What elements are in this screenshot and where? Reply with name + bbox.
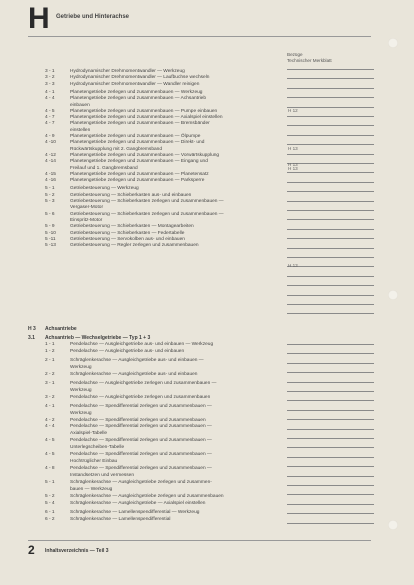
toc-entry-number: 1 - 1	[45, 342, 55, 347]
remarks-line	[287, 135, 374, 136]
remarks-line	[287, 210, 374, 211]
remarks-line	[287, 304, 374, 305]
toc-entry-title: Planetengetriebe zerlegen und zusammenbauen — Eingang und	[70, 159, 208, 165]
section-number: H 3	[28, 326, 36, 332]
remarks-line	[287, 494, 374, 495]
toc-entry-number: 4 - 9	[45, 134, 55, 139]
toc-entry-number: 2 - 1	[45, 357, 55, 363]
remarks-line	[287, 88, 374, 89]
remarks-line	[287, 382, 374, 383]
toc-entry-number: 3 - 2	[45, 394, 55, 400]
section-letter: H	[28, 2, 50, 35]
toc-entry-title: bauen — Werkzeug	[70, 487, 113, 492]
toc-entry-title: Schräglenkerachse — Ausgleichgetriebe aus- und einbauen	[70, 371, 198, 377]
toc-entry-number: 4 - 5	[45, 438, 55, 444]
remarks-line	[287, 457, 374, 458]
toc-entry-title: Hydrodynamischer Drehmomentwandler — Laufbuchse wechseln	[70, 75, 210, 81]
remarks-line	[287, 513, 374, 514]
remarks-line	[287, 429, 374, 430]
toc-entry-title: Pendelachse — Ausgleichgetriebe zerlegen und zusammenbauen	[70, 394, 211, 400]
remarks-line	[287, 69, 374, 70]
subsection-title: Achsantrieb — Wechselgetriebe — Typ 1 + 3	[45, 335, 151, 341]
toc-entry-number: 4 - 1	[45, 403, 55, 409]
remarks-line	[287, 313, 374, 314]
toc-entry-number: 4 -15	[45, 171, 56, 177]
toc-entry-title: Axialspiel-Tabelle	[70, 431, 108, 437]
toc-entry-number: 3 - 1	[45, 69, 55, 74]
toc-entry-title: Getriebesteuerung — Werkzeug	[70, 186, 139, 192]
footer-divider	[28, 540, 371, 541]
toc-entry-title: Getriebesteuerung — Schieberkasten aus- und einbauen	[70, 192, 192, 198]
remarks-line	[287, 295, 374, 296]
toc-entry-number: 5 - 6	[45, 211, 55, 217]
toc-entry-number: 4 - 4	[45, 424, 55, 430]
toc-entry-title: Schräglenkerachse — Lamellenspendifferential — Werkzeug	[70, 509, 200, 515]
toc-entry-number: 4 -16	[45, 178, 56, 184]
remarks-line	[287, 523, 374, 524]
remarks-code: H 12	[288, 108, 298, 113]
toc-entry-number: 4 - 7	[45, 121, 55, 127]
remarks-line	[287, 229, 374, 230]
remarks-code: H 13	[288, 162, 298, 167]
toc-entry-title: Planetengetriebe zerlegen und zusammenbauen — Direkt- und	[70, 140, 205, 146]
remarks-line	[287, 257, 374, 258]
remarks-line	[287, 353, 374, 354]
remarks-line	[287, 97, 374, 98]
remarks-line	[287, 285, 374, 286]
subsection-number: 3.1	[28, 335, 35, 341]
toc-entry-title: Werkzeug	[70, 364, 92, 370]
remarks-line	[287, 248, 374, 249]
remarks-line	[287, 419, 374, 420]
toc-entry-title: Werkzeug	[70, 410, 92, 416]
page-number: 2	[28, 543, 35, 557]
toc-entry-title: Werkzeug	[70, 387, 92, 393]
header-divider	[28, 36, 371, 37]
toc-entry-number: 5 - 2	[45, 192, 55, 198]
binder-hole	[388, 38, 398, 48]
toc-entry-title: Planetengetriebe zerlegen und zusammenbauen — Parksperre	[70, 178, 205, 184]
remarks-line	[287, 144, 374, 145]
toc-entry-title: Planetengetriebe zerlegen und zusammenbauen — Ölpumpe	[70, 134, 201, 139]
remarks-line	[287, 191, 374, 192]
toc-entry-title: Planetengetriebe zerlegen und zusammenbauen — Pumpe einbauen	[70, 108, 218, 114]
remarks-line	[287, 466, 374, 467]
toc-entry-number: 5 - 9	[45, 224, 55, 230]
remarks-line	[287, 219, 374, 220]
toc-entry-title: Rückwärtskupplung mit 2. Gangbremsband	[70, 146, 162, 152]
toc-entry-number: 4 - 7	[45, 115, 55, 121]
toc-entry-title: Pendelachse — Spendifferential zerlegen und zusammenbauen —	[70, 452, 212, 458]
remarks-line	[287, 78, 374, 79]
toc-entry-number: 5 - 2	[45, 493, 55, 499]
remarks-line	[287, 107, 374, 108]
toc-entry-number: 4 - 8	[45, 466, 55, 472]
toc-entry-number: 5 -11	[45, 236, 56, 242]
remarks-line	[287, 154, 374, 155]
page-header-title: Getriebe und Hinterachse	[56, 14, 130, 20]
toc-entry-number: 4 -10	[45, 140, 56, 146]
toc-entry-number: 4 - 2	[45, 417, 55, 423]
toc-entry-title: Pendelachse — Spendifferential zerlegen und zusammenbauen —	[70, 403, 212, 409]
toc-entry-number: 4 - 5	[45, 452, 55, 458]
remarks-line	[287, 125, 374, 126]
remarks-code: H 13	[288, 166, 298, 171]
toc-entry-number: 5 - 3	[45, 199, 55, 204]
toc-entry-title: Hochtrüglicher Einbau	[70, 459, 118, 465]
remarks-line	[287, 344, 374, 345]
toc-entry-title: Einspritz-Motor	[70, 217, 103, 223]
toc-entry-title: Instandsetzen und vermessen	[70, 473, 134, 479]
toc-entry-title: Pendelachse — Spendifferential zerlegen und zusammenbauen —	[70, 438, 212, 444]
section-title: Achsantriebe	[45, 326, 77, 332]
toc-entry-title: Schräglenkerachse — Ausgleichgetriebe aus- und einbauen —	[70, 357, 204, 363]
toc-entry-number: 5 -10	[45, 230, 56, 236]
toc-entry-title: Schräglenkerachse — Ausgleichgetriebe zerlegen und zusammen-	[70, 480, 212, 486]
remarks-code: H 13	[288, 146, 298, 151]
remarks-line	[287, 266, 374, 267]
toc-entry-number: 2 - 2	[45, 371, 55, 377]
remarks-line	[287, 363, 374, 364]
toc-entry-title: einbauen	[70, 102, 90, 108]
toc-entry-title: Planetengetriebe zerlegen und zusammenbauen — Planetensatz	[70, 171, 209, 177]
toc-entry-number: 4 - 4	[45, 96, 55, 102]
binder-hole	[388, 290, 398, 300]
remarks-line	[287, 438, 374, 439]
toc-entry-title: Planetengetriebe zerlegen und zusammenbauen — Werkzeug	[70, 89, 203, 95]
remarks-line	[287, 476, 374, 477]
toc-entry-title: Schräglenkerachse — Ausgleichgetriebe zerlegen und zusammenbauen	[70, 493, 224, 499]
remarks-line	[287, 276, 374, 277]
toc-entry-title: Vergaser-Motor	[70, 205, 104, 211]
remarks-line	[287, 485, 374, 486]
toc-entry-title: Schräglenkerachse — Lamellenspendifferential	[70, 516, 171, 522]
toc-entry-title: Planetengetriebe zerlegen und zusammenbauen — Bremsbänder	[70, 121, 210, 127]
toc-entry-number: 5 - 1	[45, 186, 55, 192]
toc-entry-title: Freilauf und 1. Gangbremsband	[70, 165, 138, 171]
remarks-line	[287, 447, 374, 448]
toc-entry-title: Getriebesteuerung — Servokolben aus- und einbauen	[70, 236, 185, 242]
toc-entry-title: Pendelachse — Ausgleichgetriebe aus- und einbauen	[70, 348, 185, 354]
footer-title: Inhaltsverzeichnis — Teil 3	[45, 548, 109, 554]
toc-entry-title: Pendelachse — Ausgleichgetriebe zerlegen und zusammenbauen —	[70, 380, 217, 386]
remarks-line	[287, 201, 374, 202]
toc-entry-title: Pendelachse — Ausgleichgetriebe aus- und einbauen — Werkzeug	[70, 342, 214, 347]
binder-hole	[388, 520, 398, 530]
toc-entry-number: 3 - 3	[45, 81, 55, 87]
toc-entry-title: Schräglenkerachse — Ausgleichgetriebe — Axialspiel einstellen	[70, 500, 206, 506]
toc-entry-title: Hydrodynamischer Drehmomentwandler — Wandler reinigen	[70, 81, 200, 87]
toc-entry-number: 3 - 1	[45, 380, 55, 386]
toc-entry-number: 4 -12	[45, 152, 56, 158]
toc-entry-number: 5 - 4	[45, 500, 55, 506]
toc-entry-number: 3 - 2	[45, 75, 55, 81]
remarks-line	[287, 410, 374, 411]
toc-entry-title: Planetengetriebe zerlegen und zusammenbauen — Vorwärtskupplung	[70, 152, 220, 158]
toc-entry-number: 4 -14	[45, 159, 56, 165]
toc-entry-number: 5 - 1	[45, 480, 55, 486]
toc-entry-title: Unterlegscheiben-Tabelle	[70, 445, 125, 451]
toc-entry-title: Getriebesteuerung — Schieberkasten — Federtabelle	[70, 230, 185, 236]
toc-entry-number: 5 -13	[45, 243, 56, 249]
remarks-line	[287, 372, 374, 373]
remarks-line	[287, 163, 374, 164]
toc-entry-title: einstellen	[70, 127, 91, 133]
remarks-line	[287, 116, 374, 117]
toc-entry-title: Pendelachse — Spendifferential zerlegen und zusammenbauen —	[70, 424, 212, 430]
toc-entry-title: Getriebesteuerung — Regler zerlegen und zusammenbauen	[70, 243, 199, 249]
toc-entry-title: Getriebesteuerung — Schieberkasten — Montagearbeiten	[70, 224, 194, 230]
toc-entry-title: Planetengetriebe zerlegen und zusammenbauen — Axialspiel einstellen	[70, 115, 223, 121]
toc-entry-title: Getriebesteuerung — Schieberkasten zerlegen und zusammenbauen —	[70, 199, 224, 204]
toc-entry-number: 6 - 1	[45, 509, 55, 515]
toc-entry-title: Hydrodynamischer Drehmomentwandler — Werkzeug	[70, 69, 185, 74]
remarks-line	[287, 391, 374, 392]
toc-entry-number: 4 - 5	[45, 108, 55, 114]
toc-entry-title: Pendelachse — Spendifferential zerlegen und zusammenbauen	[70, 417, 206, 423]
toc-entry-number: 1 - 2	[45, 348, 55, 354]
remarks-label-line-2: Technischer Merkblatt	[287, 58, 332, 63]
remarks-line	[287, 400, 374, 401]
remarks-column-label	[287, 52, 377, 64]
toc-entry-number: 4 - 1	[45, 89, 55, 95]
toc-entry-title: Pendelachse — Spendifferential zerlegen und zusammenbauen —	[70, 466, 212, 472]
remarks-label-line-1: Bezüge	[287, 52, 303, 57]
remarks-code: H 13	[288, 263, 298, 268]
remarks-line	[287, 504, 374, 505]
remarks-line	[287, 172, 374, 173]
remarks-line	[287, 182, 374, 183]
toc-entry-number: 6 - 2	[45, 516, 55, 522]
toc-entry-title: Getriebesteuerung — Schieberkasten zerlegen und zusammenbauen —	[70, 211, 224, 217]
toc-entry-title: Planetengetriebe zerlegen und zusammenbauen — Achsantrieb	[70, 96, 207, 102]
remarks-line	[287, 238, 374, 239]
